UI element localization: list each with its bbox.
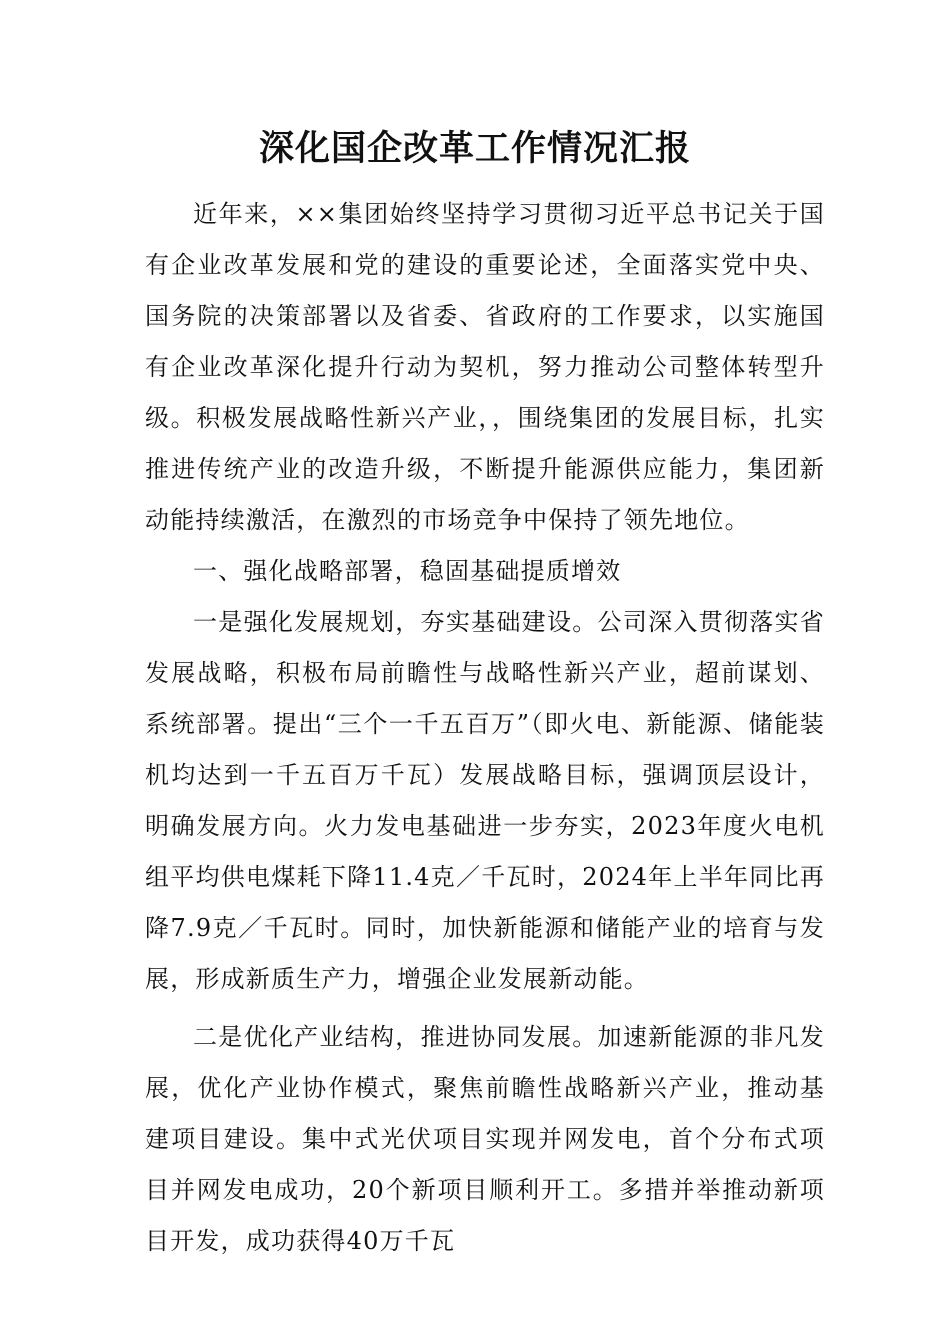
intro-paragraph: 近年来，××集团始终坚持学习贯彻习近平总书记关于国有企业改革发展和党的建设的重要论述，全面落实党中央、国务院的决策部署以及省委、省政府的工作要求，以实施国有企业改革深化提升行动为契机，努力推动公司整体转型升级。积极发展战略性新兴产业，，围绕集团的发展目标，扎实推进传统产业的改造升级，不断提升能源供应能力，集团新动能持续激活，在激烈的市场竞争中保持了领先地位。	[145, 200, 825, 534]
paragraph-gap	[145, 1005, 825, 1012]
paragraph-point-2: 二是优化产业结构，推进协同发展。加速新能源的非凡发展，优化产业协作模式，聚焦前瞻性战略新兴产业，推动基建项目建设。集中式光伏项目实现并网发电，首个分布式项目并网发电成功，20个新项目顺利开工。多措并举推动新项目开发，成功获得40万千瓦	[145, 1023, 825, 1255]
section-heading-1: 一、强化战略部署，稳固基础提质增效	[193, 557, 622, 585]
document-body	[145, 189, 825, 1267]
document-title: 深化国企改革工作情况汇报	[258, 128, 691, 169]
paragraph-point-1: 一是强化发展规划，夯实基础建设。公司深入贯彻落实省发展战略，积极布局前瞻性与战略性新兴产业，超前谋划、系统部署。提出“三个一千五百万”（即火电、新能源、储能装机均达到一千五百万千瓦）发展战略目标，强调顶层设计，明确发展方向。火力发电基础进一步夯实，2023年度火电机组平均供电煤耗下降11.4克／千瓦时，2024年上半年同比再降7.9克／千瓦时。同时，加快新能源和储能产业的培育与发展，形成新质生产力，增强企业发展新动能。	[145, 608, 825, 993]
